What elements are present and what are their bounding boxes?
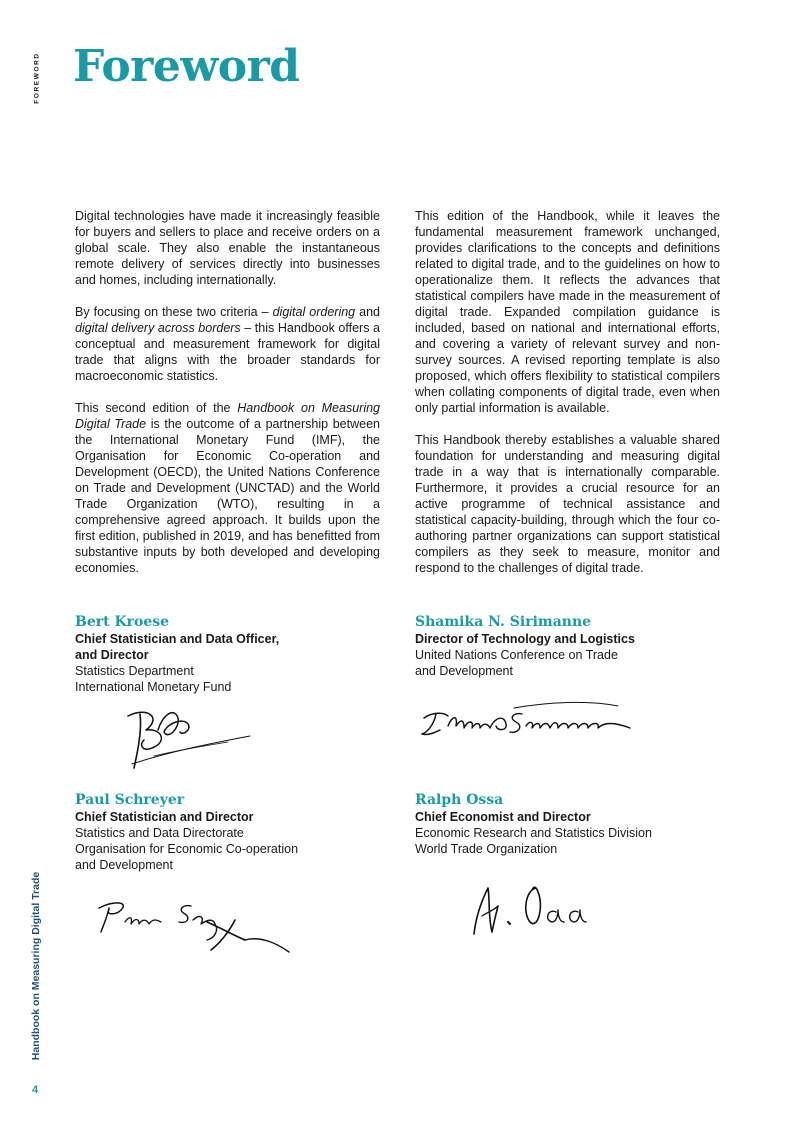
signatory-role: Director of Technology and Logistics [415, 632, 635, 646]
signature-kroese [118, 700, 258, 776]
text-run: – this Handbook offers a conceptual and measurement framework for digital trade that aligns with the broader standards for macroeconomic statistics. [75, 321, 380, 383]
signatory-org: Statistics and Data Directorate [75, 826, 244, 840]
paragraph: This Handbook thereby establishes a valuable shared foundation for understanding and measuring digital trade in a way that is internationally comparable. Furthermore, it provides a crucial resource for an active programme of technical assistance and statistical capacity-building, through which the four co-authoring partner organizations can support statistical compilers as they seek to measure, monitor and respond to the challenges of digital trade. [415, 433, 720, 575]
signatory-role: Chief Statistician and Data Officer, [75, 632, 280, 646]
signature-sirimanne [418, 696, 638, 746]
signatory-schreyer [75, 792, 375, 873]
emphasis: digital ordering [272, 305, 356, 319]
text-run: is the outcome of a partnership between the International Monetary Fund (IMF), the Organisation for Economic Co-operation and Development (OECD), the United Nations Conference on Trade and Development (UNCTAD) and the World Trade Organization (WTO), resulting in a comprehensive agreed approach. It builds upon the first edition, published in 2019, and has benefitted from substantive inputs by both developed and developing economies. [75, 417, 380, 575]
signatory-name: Shamika N. Sirimanne [415, 614, 592, 630]
paragraph [75, 400, 380, 576]
running-title [29, 871, 43, 1060]
signatory-role: Chief Statistician and Director [75, 810, 254, 824]
signatory-ossa [415, 792, 715, 857]
signature-schreyer [95, 892, 295, 956]
signatory-role: Chief Economist and Director [415, 810, 591, 824]
signatory-name: Bert Kroese [75, 614, 170, 630]
emphasis: digital delivery across borders [75, 321, 241, 335]
signatory-sirimanne [415, 614, 715, 679]
signatory-org: Statistics Department [75, 664, 194, 678]
section-tag [31, 48, 43, 108]
text-run: This second edition of the [75, 401, 238, 415]
signatory-kroese [75, 614, 375, 695]
left-column [75, 208, 380, 592]
paragraph [75, 304, 380, 384]
page-title: Foreword [73, 41, 300, 92]
signatory-org: and Development [415, 664, 513, 678]
signatory-org: International Monetary Fund [75, 680, 232, 694]
signatory-org: Organisation for Economic Co-operation [75, 842, 299, 856]
paragraph: This edition of the Handbook, while it leaves the fundamental measurement framework unchanged, provides clarifications to the concepts and definitions related to digital trade, and to the guidelines on how to operationalize them. It reflects the advances that statistical compilers have made in the measurement of digital trade. Expanded compilation guidance is included, based on national and international efforts, and covering a variety of relevant survey and non-survey sources. A revised reporting template is also proposed, which offers flexibility to statistical compilers when collating components of digital trade, even when only partial information is available. [415, 209, 720, 415]
text-run: By focusing on these two criteria – [75, 305, 273, 319]
signatory-org: and Development [75, 858, 173, 872]
paragraph: Digital technologies have made it increasingly feasible for buyers and sellers to place and receive orders on a global scale. They also enable the instantaneous remote delivery of services directly into businesses and homes, including internationally. [75, 209, 380, 287]
signatory-org: Economic Research and Statistics Division [415, 826, 652, 840]
signatory-org: World Trade Organization [415, 842, 558, 856]
signatory-name: Ralph Ossa [415, 792, 504, 808]
signatory-role: and Director [75, 648, 149, 662]
section-tag-text: FOREWORD [33, 52, 41, 104]
page-number: 4 [32, 1084, 39, 1096]
signature-ossa [468, 876, 588, 942]
signatory-name: Paul Schreyer [75, 792, 185, 808]
text-run: and [355, 305, 380, 319]
signatory-org: United Nations Conference on Trade [415, 648, 618, 662]
emphasis: Handbook on Measuring Digital Trade [75, 401, 380, 431]
right-column [415, 208, 720, 592]
running-title-text: Handbook on Measuring Digital Trade [30, 871, 42, 1060]
